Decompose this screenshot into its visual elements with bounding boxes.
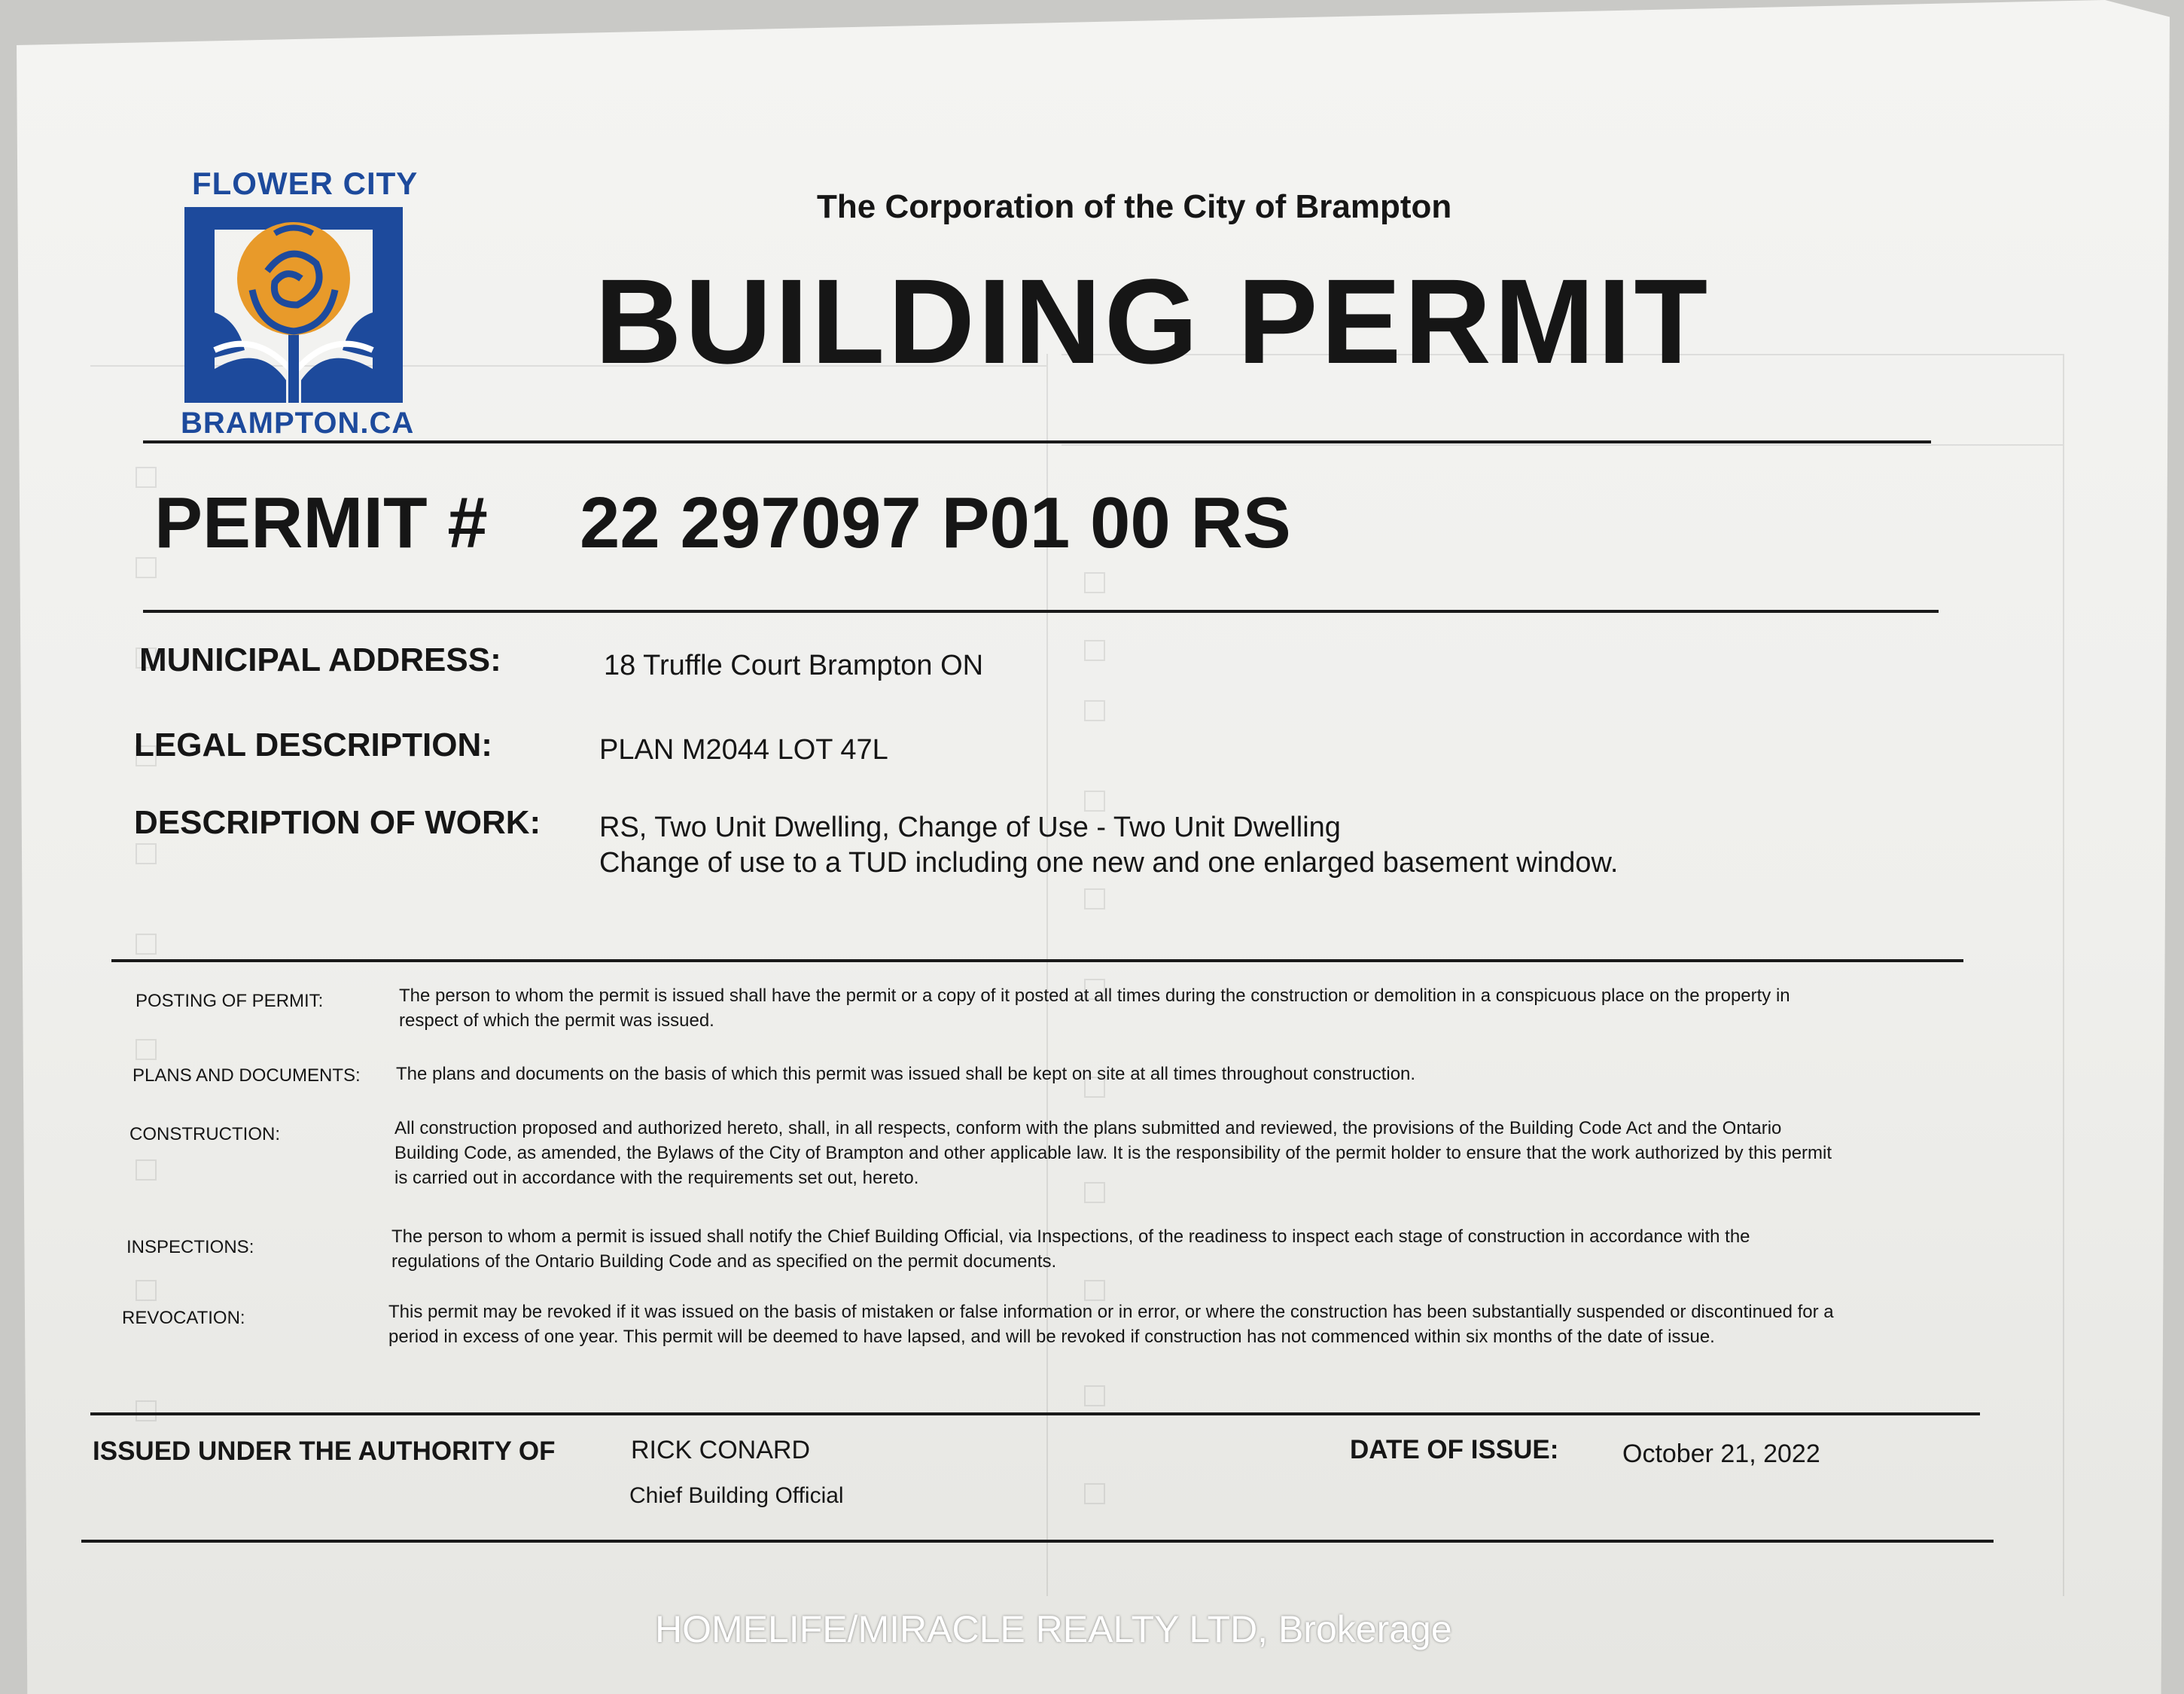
rose-emblem-icon xyxy=(184,207,403,403)
divider-permit xyxy=(143,610,1939,613)
corporation-name: The Corporation of the City of Brampton xyxy=(817,188,1452,225)
municipal-address-value: 18 Truffle Court Brampton ON xyxy=(604,650,984,681)
legal-description-value: PLAN M2044 LOT 47L xyxy=(599,734,888,766)
clause-label-revocation: REVOCATION: xyxy=(122,1308,245,1328)
description-of-work-label: DESCRIPTION OF WORK: xyxy=(134,804,541,841)
clause-text-revocation: This permit may be revoked if it was issued on the basis of mistaken or false information or in error, or where the construction has been substantially suspended or discontinued for a period in excess of one year. This permit will be deemed to have lapsed, and will be revoked if construction has not commenced within six months of the date of issue. xyxy=(388,1302,1834,1347)
issued-authority-label: ISSUED UNDER THE AUTHORITY OF xyxy=(93,1437,556,1466)
clause-text-construction: All construction proposed and authorized hereto, shall, in all respects, conform with the plans submitted and reviewed, the provisions of the Building Code Act and the Ontario Building Code, as amended, the Bylaws of the City of Brampton and other applicable law. It is the responsibility of the permit holder to ensure that the work authorized by this permit is carried out in accordance with the requirements set out, hereto. xyxy=(394,1118,1832,1188)
flower-city-logo xyxy=(181,158,419,444)
permit-number: 22 297097 P01 00 RS xyxy=(580,483,1291,563)
legal-description-label: LEGAL DESCRIPTION: xyxy=(134,727,492,763)
date-of-issue-value: October 21, 2022 xyxy=(1622,1440,1820,1468)
clause-text-plans: The plans and documents on the basis of which this permit was issued shall be kept on site at all times throughout construction. xyxy=(396,1064,1416,1084)
logo-bottom-text: BRAMPTON.CA xyxy=(181,407,415,440)
clause-text-posting: The person to whom the permit is issued shall have the permit or a copy of it posted at all times during the construction or demolition in a conspicuous place on the property in respect of which the permit was issued. xyxy=(399,986,1790,1031)
municipal-address-label: MUNICIPAL ADDRESS: xyxy=(139,641,501,678)
description-of-work-line-2: Change of use to a TUD including one new and one enlarged basement window. xyxy=(599,847,1619,879)
clause-label-posting: POSTING OF PERMIT: xyxy=(136,991,324,1011)
document-title: BUILDING PERMIT xyxy=(595,254,1711,388)
logo-top-text: FLOWER CITY xyxy=(192,166,419,201)
clause-label-inspections: INSPECTIONS: xyxy=(126,1237,254,1257)
clause-text-inspections: The person to whom a permit is issued shall notify the Chief Building Official, via Inspections, of the readiness to inspect each stage of construction in accordance with the regulations of the Ontario Building Code and as specified on the permit documents. xyxy=(391,1226,1750,1272)
description-of-work-line-1: RS, Two Unit Dwelling, Change of Use - Two Unit Dwelling xyxy=(599,812,1341,843)
clause-label-plans: PLANS AND DOCUMENTS: xyxy=(133,1065,361,1086)
date-of-issue-label: DATE OF ISSUE: xyxy=(1350,1435,1559,1464)
clause-label-construction: CONSTRUCTION: xyxy=(129,1124,280,1144)
divider-details xyxy=(111,959,1963,962)
divider-top xyxy=(143,440,1931,443)
brokerage-watermark: HOMELIFE/MIRACLE REALTY LTD, Brokerage xyxy=(655,1608,1452,1650)
divider-bottom xyxy=(81,1540,1994,1543)
divider-clauses xyxy=(90,1412,1980,1415)
permit-label: PERMIT # xyxy=(154,483,488,563)
official-name: RICK CONARD xyxy=(631,1436,811,1464)
official-title: Chief Building Official xyxy=(629,1483,844,1508)
